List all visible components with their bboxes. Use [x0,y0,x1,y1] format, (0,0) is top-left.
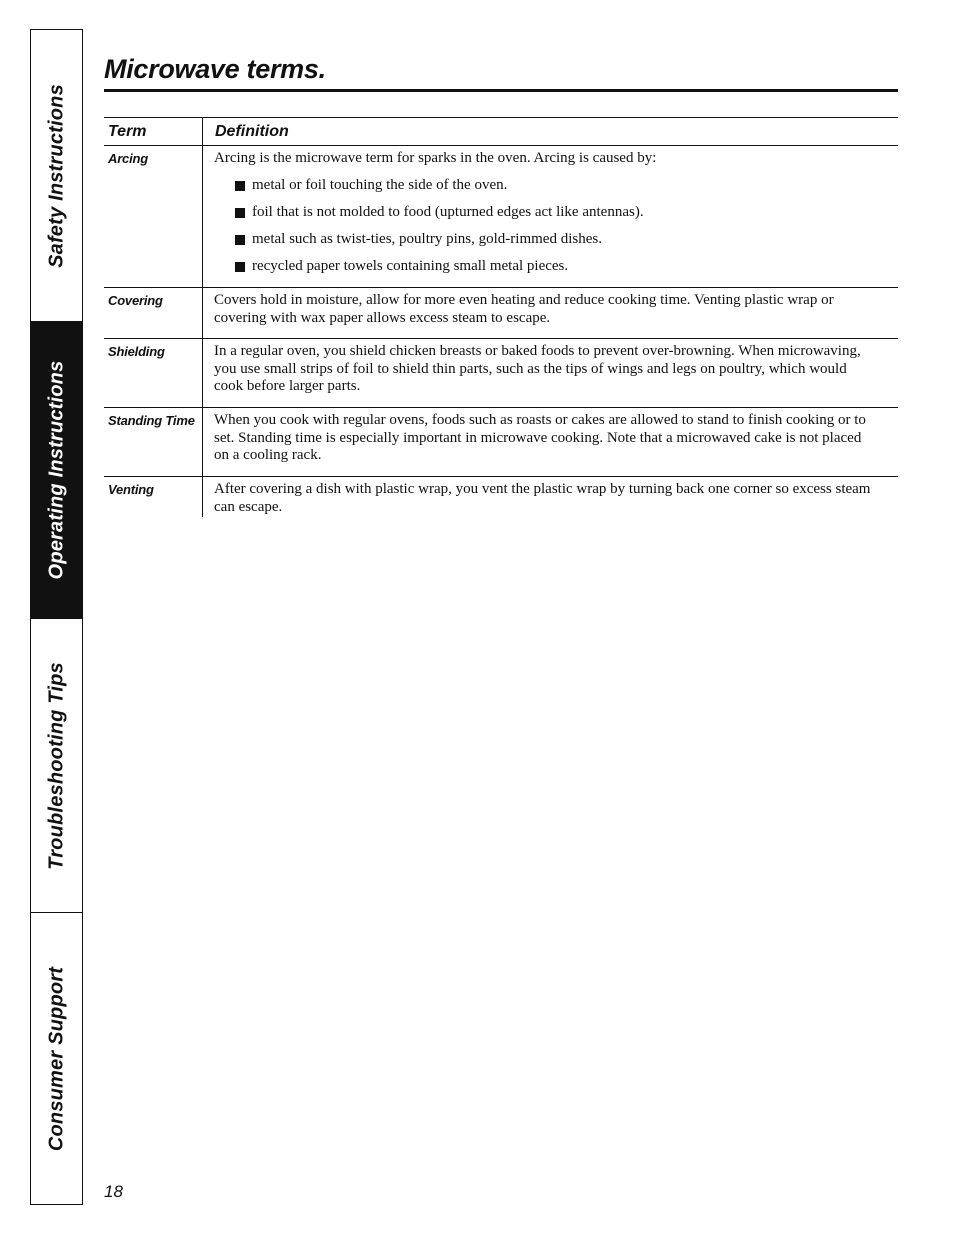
tab-operating-instructions[interactable] [31,322,82,619]
definition-cell: In a regular oven, you shield chicken breasts or baked foods to prevent over-browning. When microwaving, you use small strips of foil to shield thin parts, such as the tips of wings and legs on poultry, which would cook before larger parts. [202,339,898,407]
list-item: foil that is not molded to food (upturned edges act like antennas). [235,204,878,222]
tab-safety-instructions[interactable] [31,30,82,322]
definition-cell: After covering a dish with plastic wrap, you vent the plastic wrap by turning back one corner so excess steam can escape. [202,477,898,517]
table-header [104,117,898,146]
page-number: 18 [104,1182,123,1201]
table-row [104,339,898,408]
terms-table [104,117,898,517]
table-row [104,477,898,517]
list-item: metal such as twist-ties, poultry pins, gold-rimmed dishes. [235,231,878,249]
title-rule [104,89,898,92]
definition-text: Arcing is the microwave term for sparks in the oven. Arcing is caused by: [214,150,657,166]
tab-label: Operating Instructions [45,360,67,580]
header-term: Term [108,123,147,140]
term-cell: Arcing [108,151,148,166]
tab-consumer-support[interactable] [31,913,82,1204]
table-row [104,408,898,477]
definition-cell: When you cook with regular ovens, foods such as roasts or cakes are allowed to stand to finish cooking or to set. Standing time is especially important in microwave cooking. Note that a microwaved cake is not placed on a cooling rack. [202,408,898,476]
term-cell: Shielding [108,344,165,359]
definition-cell: Covers hold in moisture, allow for more even heating and reduce cooking time. Venting plastic wrap or covering with wax paper allows excess steam to escape. [202,288,898,338]
list-item: metal or foil touching the side of the oven. [235,177,878,195]
side-tab-bar [30,29,83,1205]
bullet-list [214,177,878,276]
header-definition: Definition [202,118,898,145]
term-cell: Standing Time [108,413,195,428]
term-cell: Covering [108,293,163,308]
page-title: Microwave terms. [104,54,326,84]
definition-cell [202,146,898,287]
tab-label: Consumer Support [45,966,67,1151]
list-item: recycled paper towels containing small metal pieces. [235,258,878,276]
tab-troubleshooting-tips[interactable] [31,619,82,913]
tab-label: Safety Instructions [45,83,67,268]
table-row [104,288,898,339]
table-row [104,146,898,288]
term-cell: Venting [108,482,154,497]
tab-label: Troubleshooting Tips [45,661,67,870]
